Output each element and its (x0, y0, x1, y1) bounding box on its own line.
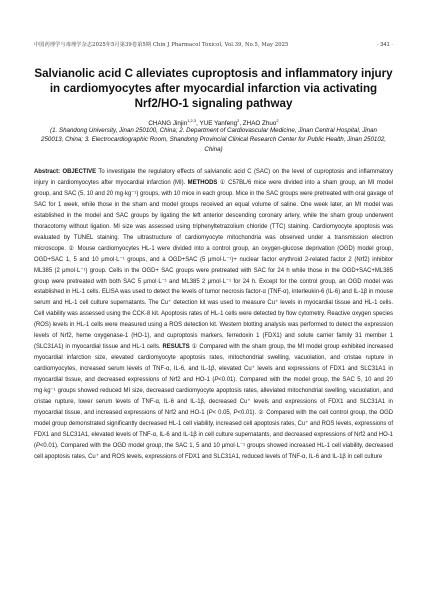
objective-text: To investigate the regulatory effects of salvianolic acid C (SAC) on the level of cuproptosis and inflammatory injury in cardiomyocytes after myocardial infarction (MI). (34, 169, 393, 186)
article-title: Salvianolic acid C alleviates cuproptosis and inflammatory injury in cardiomyocytes after myocardial infarction via activating Nrf2/HO-1 signaling pathway (34, 67, 393, 110)
affiliation-marker: 1,2,3 (187, 118, 197, 123)
journal-citation: 中国药理学与毒理学杂志2025年5月第39卷第5期 Chin J Pharmacol Toxicol, Vol.39, No.5, May 2025 (34, 42, 289, 48)
abstract-label: Abstract: (34, 169, 61, 175)
results-heading: RESULTS (162, 344, 190, 351)
objective-heading: OBJECTIVE (62, 169, 97, 175)
results-text-4: <0.01). ② Compared with the cell control group, the OGD model group demonstrated significantly decreased HL-1 cell viability, increased cell apoptosis rates, Cu⁺ and ROS levels, expressions of FDX1 and SLC31A1, elevated levels of TNF-α, IL-6 and IL-1β in cell culture supernatants, and decreased expressions of Nrf2 and HO-1 ( (34, 409, 393, 449)
p-value-symbol: P (233, 409, 238, 416)
methods-text: ① C57BL/6 mice were divided into a sham group, an MI model group, and SAC (5, 10 and 20 mg·kg⁻¹) groups, with 10 mice in each group. Mice in the SAC groups were pretreated with oral gavage of SAC for 1 week, while those in the sham and model groups received an equal volume of saline. One week later, an MI model was established in the model and SAC groups by ligating the left anterior descending coronary artery, while the sham group underwent thoracotomy without ligation. MI size was assessed using triphenyltetrazolium chloride (TTC) staining. Cardiomyocyte apoptosis was evaluated by TUNEL staining. The ultrastructure of cardiomyocyte mitochondria was observed under a transmission electron microscope. ② Mouse cardiomyocytes HL-1 were divided into a control group, an oxygen-glucose deprivation (OGD) model group, OGD+SAC 1, 5 and 10 μmol·L⁻¹ groups, and a OGD+SAC (5 μmol·L⁻¹)+ nuclear factor erythroid 2-related factor 2 (Nrf2) inhibitor ML385 (2 μmol·L⁻¹) group. Cells in the OGD+ SAC groups were pretreated with SAC for 24 h while those in the OGD+SAC+ML385 group were pretreated with both SAC 5 μmol·L⁻¹ and ML385 2 μmol·L⁻¹ for 24 h. Except for the control group, an OGD model was established in HL-1 cells. ELISA was used to detect the levels of tumor necrosis factor-α (TNF-α), interleukin-6 (IL-6) and IL-1β in mouse serum and HL-1 cell culture supernatants. The Cu⁺ detection kit was used to measure Cu⁺ levels in myocardial tissue and HL-1 cells. Cell viability was assessed using the CCK-8 kit. Apoptosis rates of HL-1 cells were detected by flow cytometry. Reactive oxygen species (ROS) levels in HL-1 cells were measured using a ROS detection kit. Western blotting analysis was performed to detect the expression levels of Nrf2, heme oxygenase-1 (HO-1), and cuproptosis markers, ferredoxin 1 (FDX1) and solute carrier family 31 member 1 (SLC31A1) in myocardial tissue and HL-1 cells. (34, 179, 393, 351)
author-affiliations: (1. Shandong University, Jinan 250100, China; 2. Department of Cardiovascular Medicine, Jinan Central Hospital, Jinan 250013, China; 3. Electrocardiographic Room, Shandong Provincial Clinical Research Center for Public Health, Jinan 250102, China) (41, 127, 386, 153)
page-number: · 341 · (376, 42, 393, 48)
p-value-symbol: P (208, 409, 213, 416)
running-header (34, 40, 393, 50)
affiliation-marker: 2 (237, 118, 240, 123)
results-text-2: <0.01). Compared with the model group, the SAC 5, 10 and 20 mg·kg⁻¹ groups showed reduced MI size, decreased cardiomyocyte apoptosis rates, alleviated mitochondrial swelling, vacuolation, and cristae rupture, lower serum levels of TNF-α, IL-6 and IL-1β, decreased Cu⁺ levels and expressions of FDX1 and SLC31A1 in myocardial tissue, and increased expressions of Nrf2 and HO-1 ( (34, 377, 393, 416)
abstract-paragraph (34, 167, 393, 463)
authors-text: CHANG Jinjin$^{1,2,3}$, YUE Yanfeng$^2$, ZHAO Zhuo$^2$ (148, 118, 279, 128)
results-text-1: ① Compared with the sham group, the MI model group exhibited increased myocardial infarction size, elevated cardiomyocyte apoptosis rates, mitochondrial swelling, vacuolation, and cristae rupture in cardiomyocytes, increased serum levels of TNF-α, IL-6, and IL-1β, elevated Cu⁺ levels and expressions of FDX1 and SLC31A1 in myocardial tissue, and decreased expressions of Nrf2 and HO-1 ( (34, 344, 393, 384)
p-value-symbol: P (214, 377, 219, 384)
affiliation-marker: 2 (276, 118, 279, 123)
results-text-5: <0.01). Compared with the OGD model group, the SAC 1, 5 and 10 μmol·L⁻¹ groups showed increased HL-1 cell viability, decreased cell apoptosis rates, Cu⁺ and ROS levels, expressions of FDX1 and SLC31A1, reduced levels of TNF-α, IL-6 and IL-1β in cell culture (34, 442, 393, 460)
p-value-symbol: P (35, 442, 40, 449)
methods-heading: METHODS (187, 179, 218, 186)
results-text-3: < 0.05, (212, 409, 234, 416)
